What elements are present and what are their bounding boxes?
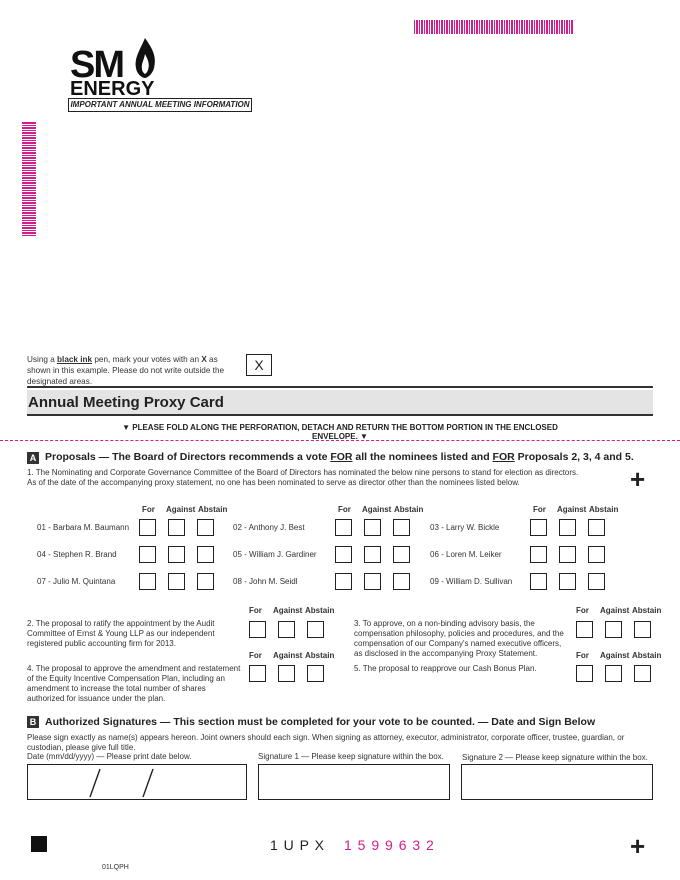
- nominee-6-against-checkbox[interactable]: [559, 546, 576, 563]
- nominee-8-against-checkbox[interactable]: [364, 573, 381, 590]
- col-for-label: For: [533, 505, 546, 514]
- nominee-label: 01 - Barbara M. Baumann: [37, 523, 130, 532]
- proposal-4-abstain-checkbox[interactable]: [307, 665, 324, 682]
- form-code: 1 U P X: [270, 837, 325, 853]
- marking-instructions: [27, 354, 242, 387]
- nominee-3-against-checkbox[interactable]: [559, 519, 576, 536]
- proposal-4-against-checkbox[interactable]: [278, 665, 295, 682]
- proposal-3-for-checkbox[interactable]: [576, 621, 593, 638]
- small-form-code: 01LQPH: [102, 864, 129, 871]
- proposal-2: 2. The proposal to ratify the appointment by the Audit Committee of Ernst & Young LLP as our independent registered public accounting firm for 2013.: [27, 619, 215, 648]
- nominee-3-abstain-checkbox[interactable]: [588, 519, 605, 536]
- nominee-9-abstain-checkbox[interactable]: [588, 573, 605, 590]
- plus-mark-bottom: +: [630, 831, 646, 861]
- nominee-4-abstain-checkbox[interactable]: [197, 546, 214, 563]
- proposal-3-abstain-checkbox[interactable]: [634, 621, 651, 638]
- col-against-label: Against: [166, 505, 196, 514]
- nominee-8-abstain-checkbox[interactable]: [393, 573, 410, 590]
- nominee-7-abstain-checkbox[interactable]: [197, 573, 214, 590]
- flame-icon: [132, 36, 158, 80]
- date-input-box[interactable]: [27, 764, 247, 800]
- col-against-label: Against: [557, 505, 587, 514]
- sa-for2: FOR: [492, 451, 515, 463]
- nominee-label: 09 - William D. Sullivan: [430, 577, 513, 586]
- meeting-info-label: IMPORTANT ANNUAL MEETING INFORMATION: [68, 98, 252, 112]
- nominee-2-abstain-checkbox[interactable]: [393, 519, 410, 536]
- proposal-4-for-checkbox[interactable]: [249, 665, 266, 682]
- col-for-label: For: [576, 606, 589, 615]
- divider: [27, 386, 653, 388]
- section-a-badge: A: [27, 452, 39, 464]
- col-abstain-label: Abstain: [305, 651, 335, 660]
- col-against-label: Against: [273, 651, 303, 660]
- nominee-label: 06 - Loren M. Leiker: [430, 550, 502, 559]
- col-for-label: For: [249, 606, 262, 615]
- logo-sm: SM: [70, 44, 123, 86]
- nominee-8-for-checkbox[interactable]: [335, 573, 352, 590]
- sa-title-post: Proposals 2, 3, 4 and 5.: [514, 451, 634, 463]
- nominee-7-for-checkbox[interactable]: [139, 573, 156, 590]
- nominee-2-for-checkbox[interactable]: [335, 519, 352, 536]
- instr-post: as shown in this example. Please do not write outside the designated areas.: [27, 355, 225, 386]
- instr-x: X: [201, 355, 207, 364]
- col-for-label: For: [249, 651, 262, 660]
- nominee-6-abstain-checkbox[interactable]: [588, 546, 605, 563]
- col-against-label: Against: [273, 606, 303, 615]
- nominee-1-for-checkbox[interactable]: [139, 519, 156, 536]
- instr-pre: Using a: [27, 355, 58, 364]
- proposal-4: 4. The proposal to approve the amendment and restatement of the Equity Incentive Compensation Plan, including an amendment to increase the total number of shares authorized for issuance under the plan.: [27, 664, 241, 703]
- sa-title-mid: all the nominees listed and: [352, 451, 493, 463]
- nominee-5-abstain-checkbox[interactable]: [393, 546, 410, 563]
- nominee-7-against-checkbox[interactable]: [168, 573, 185, 590]
- nominee-3-for-checkbox[interactable]: [530, 519, 547, 536]
- nominee-4-against-checkbox[interactable]: [168, 546, 185, 563]
- example-mark-box: X: [246, 354, 272, 376]
- signature-2-box[interactable]: [461, 764, 653, 800]
- plus-mark-top: +: [630, 464, 646, 494]
- nominee-5-for-checkbox[interactable]: [335, 546, 352, 563]
- corner-mark: [31, 836, 47, 852]
- barcode-top: [414, 20, 574, 34]
- signature-1-box[interactable]: [258, 764, 450, 800]
- col-against-label: Against: [362, 505, 392, 514]
- section-a-title: [45, 451, 634, 463]
- proposal-2-for-checkbox[interactable]: [249, 621, 266, 638]
- col-for-label: For: [142, 505, 155, 514]
- nominee-label: 08 - John M. Seidl: [233, 577, 298, 586]
- nominee-4-for-checkbox[interactable]: [139, 546, 156, 563]
- fold-text: PLEASE FOLD ALONG THE PERFORATION, DETACH AND RETURN THE BOTTOM PORTION IN THE ENCLOSED ENVELOPE.: [132, 423, 558, 441]
- proposal-5: 5. The proposal to reapprove our Cash Bonus Plan.: [354, 664, 537, 673]
- nominee-label: 05 - William J. Gardiner: [233, 550, 317, 559]
- col-abstain-label: Abstain: [198, 505, 228, 514]
- sa-title-pre: Proposals — The Board of Directors recommends a vote: [45, 451, 331, 463]
- col-against-label: Against: [600, 651, 630, 660]
- sa-for1: FOR: [330, 451, 353, 463]
- triangle-down-icon: ▼: [360, 432, 368, 441]
- nominee-label: 03 - Larry W. Bickle: [430, 523, 500, 532]
- section-b-badge: B: [27, 716, 39, 728]
- card-title: Annual Meeting Proxy Card: [28, 394, 224, 411]
- nominee-6-for-checkbox[interactable]: [530, 546, 547, 563]
- section-b-title: Authorized Signatures — This section must be completed for your vote to be counted. — Date and Sign Below: [45, 716, 596, 728]
- instr-mid: pen, mark your votes with an: [92, 355, 202, 364]
- proposal-3-against-checkbox[interactable]: [605, 621, 622, 638]
- barcode-left: [22, 122, 36, 236]
- instr-ink: black ink: [57, 355, 93, 364]
- proposal-2-abstain-checkbox[interactable]: [307, 621, 324, 638]
- col-abstain-label: Abstain: [394, 505, 424, 514]
- signature-2-label: Signature 2 — Please keep signature within the box.: [462, 753, 648, 762]
- nominee-9-for-checkbox[interactable]: [530, 573, 547, 590]
- perforation-line: [0, 440, 680, 441]
- nominee-label: 02 - Anthony J. Best: [233, 523, 305, 532]
- col-abstain-label: Abstain: [632, 651, 662, 660]
- col-against-label: Against: [600, 606, 630, 615]
- nominee-9-against-checkbox[interactable]: [559, 573, 576, 590]
- proposal-5-abstain-checkbox[interactable]: [634, 665, 651, 682]
- col-abstain-label: Abstain: [632, 606, 662, 615]
- col-for-label: For: [576, 651, 589, 660]
- nominee-5-against-checkbox[interactable]: [364, 546, 381, 563]
- logo-energy: ENERGY: [70, 78, 155, 100]
- proposal-3: 3. To approve, on a non-binding advisory basis, the compensation philosophy, policies and procedures, and the compensation of our Company's named executive officers, as disclosed in the accompanying Proxy Statement.: [354, 619, 564, 658]
- nominee-label: 04 - Stephen R. Brand: [37, 550, 117, 559]
- signature-note: Please sign exactly as name(s) appears hereon. Joint owners should each sign. When signing as attorney, executor, administrator, corporate officer, trustee, guardian, or custodian, please give full title.: [27, 733, 625, 752]
- date-slashes: [28, 765, 246, 799]
- nominee-1-against-checkbox[interactable]: [168, 519, 185, 536]
- nominee-1-abstain-checkbox[interactable]: [197, 519, 214, 536]
- triangle-down-icon: ▼: [122, 423, 131, 432]
- col-abstain-label: Abstain: [305, 606, 335, 615]
- signature-1-label: Signature 1 — Please keep signature within the box.: [258, 752, 444, 761]
- nominee-2-against-checkbox[interactable]: [364, 519, 381, 536]
- proposal-1-intro: 1. The Nominating and Corporate Governance Committee of the Board of Directors has nominated the below nine persons to stand for election as directors. As of the date of the accompanying proxy statement, no one has been nominated to serve as director other than the nominees listed below.: [27, 468, 579, 487]
- proposal-5-against-checkbox[interactable]: [605, 665, 622, 682]
- col-abstain-label: Abstain: [589, 505, 619, 514]
- proposal-5-for-checkbox[interactable]: [576, 665, 593, 682]
- fold-instruction: [105, 423, 575, 441]
- control-number: 1 5 9 9 6 3 2: [344, 837, 435, 853]
- proposal-2-against-checkbox[interactable]: [278, 621, 295, 638]
- nominee-label: 07 - Julio M. Quintana: [37, 577, 116, 586]
- col-for-label: For: [338, 505, 351, 514]
- date-label: Date (mm/dd/yyyy) — Please print date below.: [27, 752, 192, 761]
